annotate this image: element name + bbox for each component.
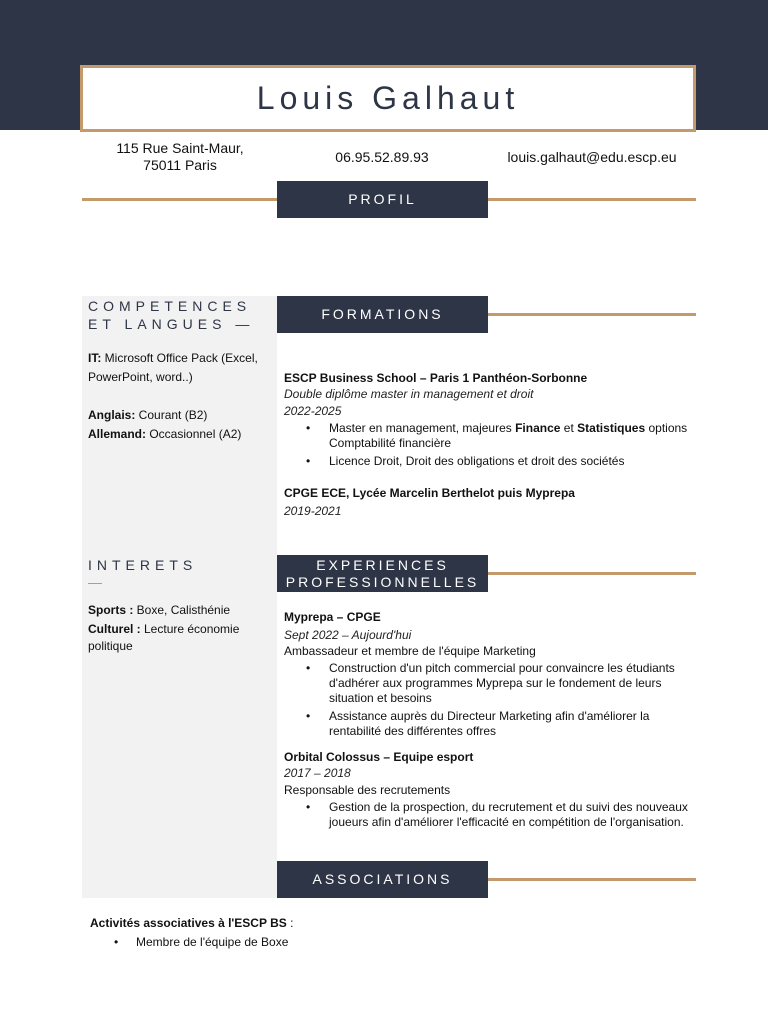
bullet-text: et <box>560 421 578 435</box>
skills-title-line2: ET LANGUES — <box>88 316 255 332</box>
bullet-text: options Comptabilité financière <box>329 421 688 450</box>
formation-escp <box>284 370 694 469</box>
name-box <box>80 65 696 132</box>
formations-heading <box>277 296 488 333</box>
interest-sports-value: Boxe, Calisthénie <box>133 603 231 617</box>
experience-org: Myprepa – CPGE <box>284 610 381 624</box>
associations-content <box>90 915 590 951</box>
list-item <box>306 421 694 451</box>
address-line1: 115 Rue Saint-Maur, <box>116 140 244 156</box>
experience-role: Responsable des recrutements <box>284 783 451 797</box>
experience-orbital <box>284 749 694 830</box>
skill-it-value: Microsoft Office Pack (Excel, PowerPoint, word..) <box>88 351 258 384</box>
full-name: Louis Galhaut <box>256 80 520 116</box>
skill-english-label: Anglais: <box>88 408 136 422</box>
associations-title-suffix: : <box>286 916 294 930</box>
list-item: • Construction d'un pitch commercial pour convaincre les étudiants d'adhérer aux programmes Myprepa sur le fondement de leurs situation et besoins <box>306 661 694 706</box>
skill-english <box>88 406 273 425</box>
profil-heading <box>277 181 488 218</box>
experience-myprepa <box>284 609 694 739</box>
skills-title <box>88 297 254 333</box>
formation-org: ESCP Business School – Paris 1 Panthéon-Sorbonne <box>284 371 588 385</box>
skills-title-line1: COMPETENCES <box>88 298 252 314</box>
formation-cpge <box>284 485 694 519</box>
interests-dash <box>88 583 102 584</box>
associations-list <box>114 934 590 951</box>
interests-list <box>88 602 273 655</box>
associations-divider <box>488 878 696 881</box>
bullet-bold-finance: Finance <box>515 421 561 435</box>
associations-title-bold: Activités associatives à l'ESCP BS <box>90 916 287 930</box>
formation-subtitle: Double diplôme master in management et droit <box>284 387 534 401</box>
skill-german <box>88 425 273 444</box>
skill-german-value: Occasionnel (A2) <box>146 427 242 441</box>
bullet-bold-stats: Statistiques <box>577 421 646 435</box>
email: louis.galhaut@edu.escp.eu <box>507 149 677 165</box>
address <box>96 140 264 174</box>
experiences-heading-line2: PROFESSIONNELLES <box>285 573 480 590</box>
formations-divider <box>488 313 696 316</box>
formations-heading-label: FORMATIONS <box>321 306 444 322</box>
associations-heading <box>277 861 488 898</box>
formation-dates: 2019-2021 <box>284 504 342 518</box>
experience-role: Ambassadeur et membre de l'équipe Marketing <box>284 644 536 658</box>
experience-org: Orbital Colossus – Equipe esport <box>284 750 474 764</box>
experience-bullets <box>306 661 694 739</box>
interest-culture <box>88 621 273 655</box>
experience-bullets <box>306 800 694 830</box>
skill-german-label: Allemand: <box>88 427 147 441</box>
experience-dates: Sept 2022 – Aujourd'hui <box>284 628 412 642</box>
skill-it-label: IT: <box>88 351 102 365</box>
interest-sports-label: Sports : <box>88 603 134 617</box>
list-item: • Gestion de la prospection, du recrutement et du suivi des nouveaux joueurs afin d'améliorer l'efficacité en compétition de l'organisation. <box>306 800 694 830</box>
interest-culture-value: Lecture économie politique <box>88 622 240 653</box>
bullet-text: Master en management, majeures <box>329 421 516 435</box>
associations-heading-label: ASSOCIATIONS <box>312 871 453 887</box>
list-item: • Assistance auprès du Directeur Marketing afin d'améliorer la rentabilité des différentes offres <box>306 709 694 739</box>
experiences-heading-line1: EXPERIENCES <box>316 556 449 573</box>
skill-it <box>88 349 273 387</box>
associations-title <box>90 915 590 932</box>
skill-english-value: Courant (B2) <box>135 408 208 422</box>
interest-culture-label: Culturel : <box>88 622 141 636</box>
profil-heading-label: PROFIL <box>348 191 417 207</box>
interests-title: INTERETS <box>88 557 198 573</box>
list-item: • Licence Droit, Droit des obligations et droit des sociétés <box>306 454 694 469</box>
formation-dates: 2022-2025 <box>284 404 342 418</box>
phone: 06.95.52.89.93 <box>335 149 429 165</box>
experience-dates: 2017 – 2018 <box>284 766 351 780</box>
interest-sports <box>88 602 273 619</box>
skills-list <box>88 349 273 444</box>
experiences-heading <box>277 555 488 592</box>
experiences-divider <box>488 572 696 575</box>
list-item: • Membre de l'équipe de Boxe <box>114 934 590 951</box>
formation-org: CPGE ECE, Lycée Marcelin Berthelot puis Myprepa <box>284 486 575 500</box>
address-line2: 75011 Paris <box>143 157 217 173</box>
formation-bullets <box>306 421 694 469</box>
